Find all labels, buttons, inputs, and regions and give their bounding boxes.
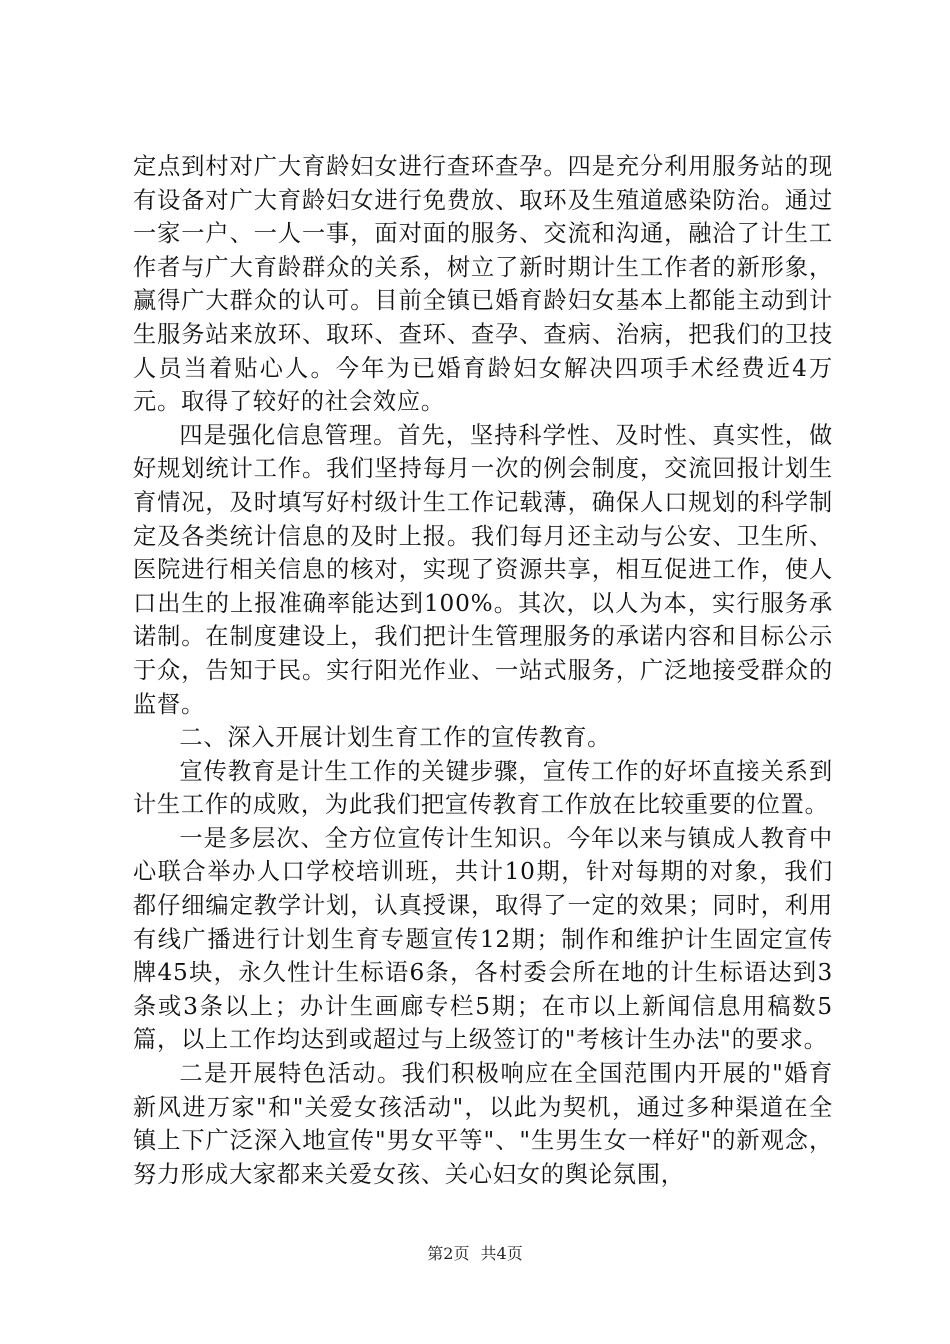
- paragraph-1: 定点到村对广大育龄妇女进行查环查孕。四是充分利用服务站的现有设备对广大育龄妇女进行免费放、取环及生殖道感染防治。通过一家一户、一人一事，面对面的服务、交流和沟通，融洽了计生工作者与广大育龄群众的关系，树立了新时期计生工作者的新形象，赢得广大群众的认可。目前全镇已婚育龄妇女基本上都能主动到计生服务站来放环、取环、查环、查孕、查病、治病，把我们的卫技人员当着贴心人。今年为已婚育龄妇女解决四项手术经费近4万元。取得了较好的社会效应。: [133, 153, 833, 416]
- section-heading: 二、深入开展计划生育工作的宣传教育。: [179, 724, 612, 752]
- page-total: 共4页: [480, 1244, 523, 1263]
- document-body: [133, 150, 833, 1191]
- page-footer: [0, 1244, 950, 1264]
- page-number: 第2页: [427, 1244, 470, 1263]
- paragraph-3: 宣传教育是计生工作的关键步骤，宣传工作的好坏直接关系到计生工作的成败，为此我们把宣传教育工作放在比较重要的位置。: [133, 757, 833, 819]
- paragraph-5: 二是开展特色活动。我们积极响应在全国范围内开展的"婚育新风进万家"和"关爱女孩活动"，以此为契机，通过多种渠道在全镇上下广泛深入地宣传"男女平等"、"生男生女一样好"的新观念，努力形成大家都来关爱女孩、关心妇女的舆论氛围，: [133, 1060, 833, 1188]
- paragraph-4: 一是多层次、全方位宣传计生知识。今年以来与镇成人教育中心联合举办人口学校培训班，共计10期，针对每期的对象，我们都仔细编定教学计划，认真授课，取得了一定的效果；同时，利用有线广播进行计划生育专题宣传12期；制作和维护计生固定宣传牌45块，永久性计生标语6条，各村委会所在地的计生标语达到3条或3条以上；办计生画廊专栏5期；在市以上新闻信息用稿数5篇，以上工作均达到或超过与上级签订的"考核计生办法"的要求。: [133, 824, 833, 1054]
- paragraph-2: 四是强化信息管理。首先，坚持科学性、及时性、真实性，做好规划统计工作。我们坚持每月一次的例会制度，交流回报计划生育情况，及时填写好村级计生工作记载薄，确保人口规划的科学制定及各类统计信息的及时上报。我们每月还主动与公安、卫生所、医院进行相关信息的核对，实现了资源共享，相互促进工作，使人口出生的上报准确率能达到100%。其次，以人为本，实行服务承诺制。在制度建设上，我们把计生管理服务的承诺内容和目标公示于众，告知于民。实行阳光作业、一站式服务，广泛地接受群众的监督。: [133, 421, 833, 718]
